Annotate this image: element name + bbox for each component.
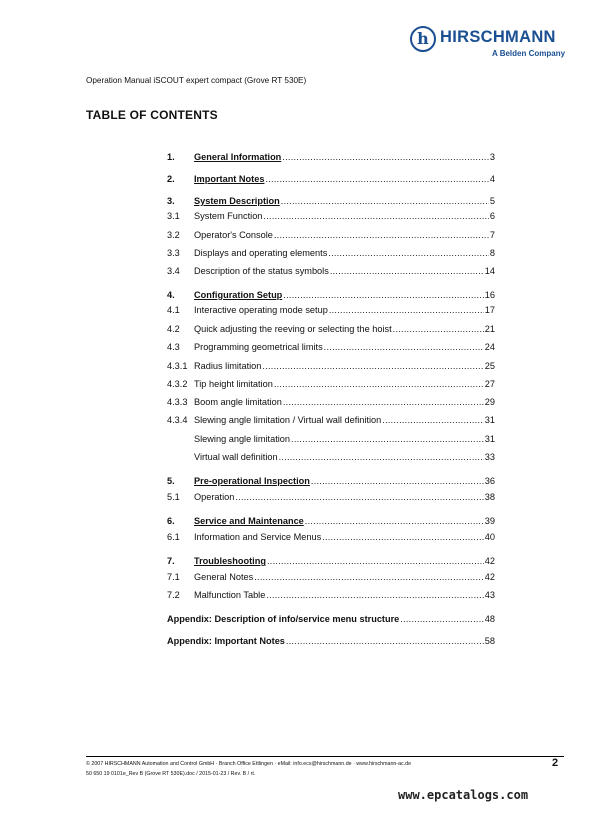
toc-entry-number: 5. (167, 476, 175, 486)
toc-leader-dots (281, 196, 489, 206)
toc-entry-page: 33 (484, 452, 495, 462)
toc-entry-title: Operator's Console (194, 230, 273, 240)
toc-entry-number: 7.2 (167, 590, 180, 600)
toc-entry-page: 48 (484, 614, 495, 624)
toc-entry-number: 4.3.4 (167, 415, 188, 425)
toc-leader-dots (393, 324, 484, 334)
toc-entry-number: 5.1 (167, 492, 180, 502)
toc-entry-number: 2. (167, 174, 175, 184)
toc-entry-page: 3 (489, 152, 495, 162)
toc-entry (167, 150, 495, 162)
toc-entry (167, 228, 495, 240)
toc-entry-number: 1. (167, 152, 175, 162)
toc-entry (167, 634, 495, 646)
toc-entry-page: 29 (484, 397, 495, 407)
toc-entry-page: 21 (484, 324, 495, 334)
toc-entry-page: 17 (484, 305, 495, 315)
toc-entry-title: Quick adjusting the reeving or selecting the hoist (194, 324, 392, 334)
toc-entry (167, 246, 495, 258)
toc-entry (167, 530, 495, 542)
toc-leader-dots (283, 290, 483, 300)
toc-entry-number: 6. (167, 516, 175, 526)
toc-entry-title: Pre-operational Inspection (194, 476, 310, 486)
toc-leader-dots (400, 614, 483, 624)
toc-entry-title: Slewing angle limitation (194, 434, 291, 444)
toc-leader-dots (324, 342, 484, 352)
toc-entry (167, 288, 495, 300)
toc-entry-title: Service and Maintenance (194, 516, 304, 526)
toc-leader-dots (311, 476, 484, 486)
toc-entry-page: 39 (484, 516, 495, 526)
toc-leader-dots (279, 452, 484, 462)
toc-entry-number: 4.3 (167, 342, 180, 352)
toc-entry-page: 6 (489, 211, 495, 221)
toc-leader-dots (283, 397, 484, 407)
toc-entry-number: 3.3 (167, 248, 180, 258)
toc-entry-title: System Description (194, 196, 280, 206)
toc-entry-number: 3.4 (167, 266, 180, 276)
toc-entry (167, 359, 495, 371)
footer-divider (86, 756, 564, 757)
website-watermark: www.epcatalogs.com (398, 788, 529, 802)
toc-leader-dots (328, 248, 489, 258)
toc-entry-title: Malfunction Table (194, 590, 266, 600)
toc-entry-number: 7.1 (167, 572, 180, 582)
toc-leader-dots (263, 211, 488, 221)
toc-entry (167, 172, 495, 184)
toc-leader-dots (291, 434, 484, 444)
toc-entry-title: Configuration Setup (194, 290, 283, 300)
toc-entry-title: Virtual wall definition (194, 452, 278, 462)
toc-entry (167, 340, 495, 352)
hirschmann-logo (408, 22, 578, 64)
toc-entry-page: 36 (484, 476, 495, 486)
toc-entry-page: 25 (484, 361, 495, 371)
toc-entry (167, 570, 495, 582)
toc-entry (167, 432, 495, 444)
toc-entry-title: Operation (194, 492, 235, 502)
toc-entry-page: 42 (484, 556, 495, 566)
toc-entry-title: System Function (194, 211, 263, 221)
toc-leader-dots (330, 266, 484, 276)
toc-entry-title: Radius limitation (194, 361, 262, 371)
toc-entry-title: Boom angle limitation (194, 397, 282, 407)
toc-entry-number: 4.2 (167, 324, 180, 334)
toc-entry-page: 8 (489, 248, 495, 258)
toc-leader-dots (267, 556, 484, 566)
toc-entry (167, 209, 495, 221)
toc-leader-dots (274, 230, 489, 240)
hirschmann-logo-icon: h (410, 26, 436, 52)
toc-leader-dots (382, 415, 484, 425)
toc-entry-title: Slewing angle limitation / Virtual wall definition (194, 415, 382, 425)
toc-entry-number: 4. (167, 290, 175, 300)
toc-entry-number: 4.3.1 (167, 361, 188, 371)
toc-leader-dots (282, 152, 489, 162)
document-header: Operation Manual iSCOUT expert compact (Grove RT 530E) (86, 76, 307, 85)
toc-entry-page: 5 (489, 196, 495, 206)
toc-entry-number: 6.1 (167, 532, 180, 542)
toc-entry-number: 4.3.3 (167, 397, 188, 407)
page-number: 2 (552, 757, 559, 769)
toc-entry-page: 42 (484, 572, 495, 582)
toc-leader-dots (305, 516, 484, 526)
toc-entry-title: Appendix: Description of info/service menu structure (167, 614, 400, 624)
toc-entry-page: 31 (484, 434, 495, 444)
logo-name: HIRSCHMANN (440, 28, 556, 46)
toc-entry-title: General Information (194, 152, 282, 162)
toc-entry-title: Troubleshooting (194, 556, 266, 566)
toc-entry (167, 490, 495, 502)
toc-entry-title: Interactive operating mode setup (194, 305, 328, 315)
toc-entry-page: 40 (484, 532, 495, 542)
toc-entry (167, 377, 495, 389)
toc-entry (167, 514, 495, 526)
toc-title: TABLE OF CONTENTS (86, 108, 218, 122)
toc-entry-title: Description of the status symbols (194, 266, 329, 276)
logo-tagline: A Belden Company (492, 49, 566, 58)
toc-entry-number: 3. (167, 196, 175, 206)
toc-entry-page: 27 (484, 379, 495, 389)
toc-entry-page: 16 (484, 290, 495, 300)
toc-entry-page: 43 (484, 590, 495, 600)
toc-entry (167, 612, 495, 624)
toc-entry (167, 450, 495, 462)
toc-entry-page: 38 (484, 492, 495, 502)
toc-entry-title: Displays and operating elements (194, 248, 328, 258)
toc-entry (167, 413, 495, 425)
toc-leader-dots (322, 532, 484, 542)
toc-entry (167, 588, 495, 600)
toc-entry-number: 7. (167, 556, 175, 566)
toc-entry-number: 3.1 (167, 211, 180, 221)
toc-entry-title: Important Notes (194, 174, 265, 184)
toc-entry-page: 4 (489, 174, 495, 184)
toc-leader-dots (265, 174, 488, 184)
toc-entry-page: 14 (484, 266, 495, 276)
toc-entry-title: Tip height limitation (194, 379, 273, 389)
toc-leader-dots (274, 379, 484, 389)
toc-leader-dots (235, 492, 483, 502)
toc-entry-page: 58 (484, 636, 495, 646)
toc-entry (167, 395, 495, 407)
toc-entry-title: Appendix: Important Notes (167, 636, 285, 646)
footer-copyright: © 2007 HIRSCHMANN Automation and Control GmbH · Branch Office Ettlingen · eMail: info.ecs@hirschmann.de · www.hirschmann-ac.de (86, 761, 412, 767)
toc-entry (167, 303, 495, 315)
toc-entry-page: 24 (484, 342, 495, 352)
toc-entry (167, 194, 495, 206)
toc-entry (167, 554, 495, 566)
toc-entry (167, 264, 495, 276)
toc-entry-number: 4.1 (167, 305, 180, 315)
toc-entry-title: General Notes (194, 572, 254, 582)
toc-entry (167, 322, 495, 334)
footer-document-id: 50 650 19 0101e_Rev B (Grove RT 530E).doc / 2015-01-23 / Rev. B / rt. (86, 771, 256, 777)
toc-leader-dots (286, 636, 484, 646)
toc-leader-dots (329, 305, 484, 315)
toc-entry-number: 4.3.2 (167, 379, 188, 389)
toc-entry-page: 7 (489, 230, 495, 240)
toc-entry (167, 474, 495, 486)
toc-entry-number: 3.2 (167, 230, 180, 240)
toc-leader-dots (254, 572, 484, 582)
toc-entry-title: Programming geometrical limits (194, 342, 323, 352)
toc-entry-page: 31 (484, 415, 495, 425)
toc-leader-dots (262, 361, 483, 371)
toc-leader-dots (266, 590, 483, 600)
toc-entry-title: Information and Service Menus (194, 532, 322, 542)
